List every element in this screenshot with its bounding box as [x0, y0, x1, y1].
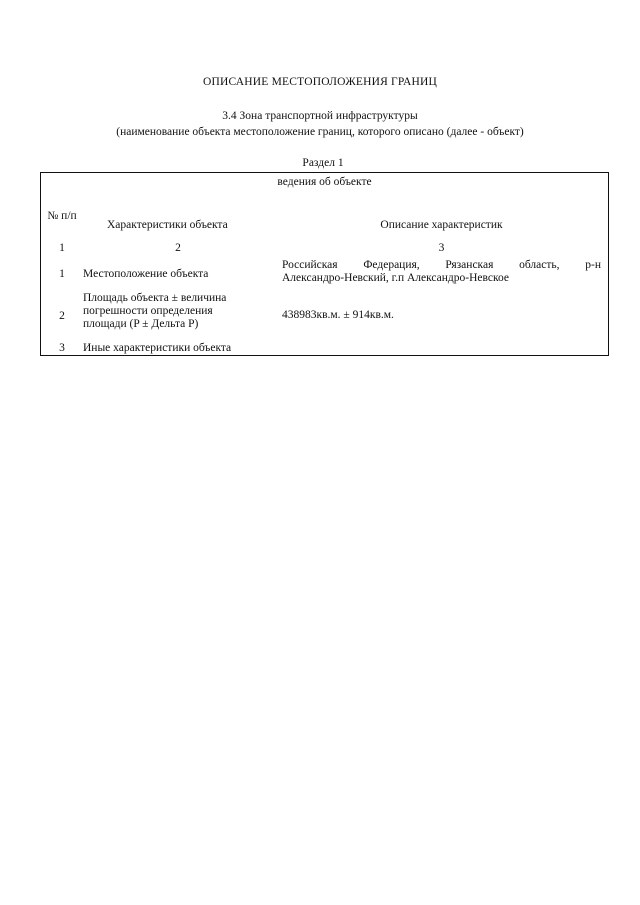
zone-name: 3.4 Зона транспортной инфраструктуры — [222, 110, 418, 122]
row-3-characteristic: Иные характеристики объекта — [83, 342, 232, 354]
header-number: № п/п — [47, 210, 77, 222]
column-index-1: 1 — [59, 242, 65, 254]
zone-subtitle: (наименование объекта местоположение границ, которого описано (далее - объект) — [116, 126, 524, 138]
row-1-characteristic: Местоположение объекта — [83, 268, 209, 280]
row-2-characteristic-line-1: Площадь объекта ± величина — [83, 292, 227, 304]
row-2-number: 2 — [59, 310, 65, 322]
row-1-number: 1 — [59, 268, 65, 280]
document-title: ОПИСАНИЕ МЕСТОПОЛОЖЕНИЯ ГРАНИЦ — [202, 76, 438, 88]
object-info-table — [40, 172, 609, 356]
row-1-description-line-2: Александро-Невский, г.п Александро-Невское — [282, 272, 509, 284]
row-2-characteristic-line-3: площади (P ± Дельта P) — [83, 318, 199, 330]
header-characteristic: Характеристики объекта — [107, 219, 228, 231]
row-2-characteristic-line-2: погрешности определения — [83, 305, 213, 317]
row-1-description — [282, 259, 601, 285]
row-1-description-line-1: Российская Федерация, Рязанская область, р-н — [282, 259, 601, 271]
section-label: Раздел 1 — [302, 157, 344, 169]
row-3-number: 3 — [59, 342, 65, 354]
column-index-3: 3 — [438, 242, 445, 254]
header-description: Описание характеристик — [380, 219, 503, 231]
row-2-description: 438983кв.м. ± 914кв.м. — [282, 309, 394, 321]
column-index-2: 2 — [175, 242, 181, 254]
row-2-characteristic — [83, 292, 273, 331]
table-caption: ведения об объекте — [277, 176, 372, 188]
